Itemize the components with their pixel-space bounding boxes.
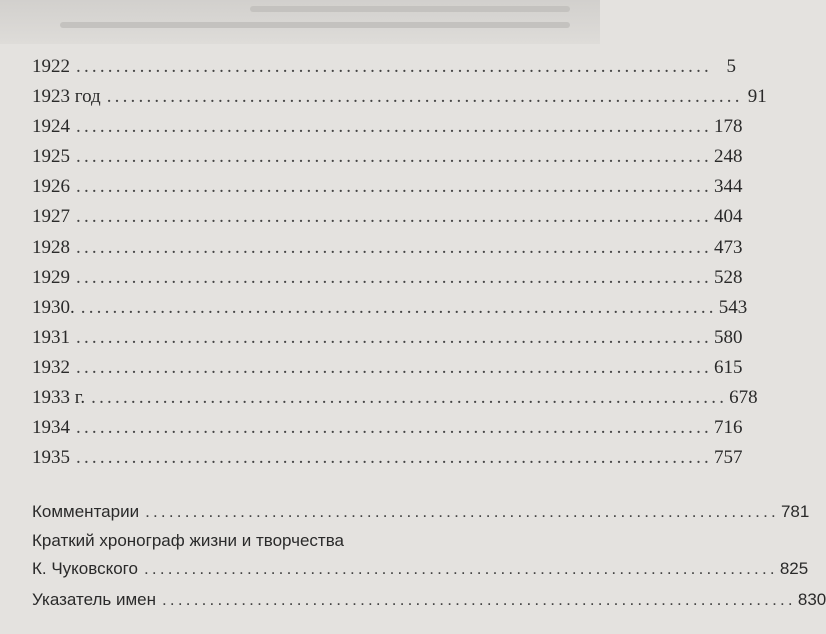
toc-entry-label: 1922: [32, 56, 70, 77]
year-entries: [32, 52, 767, 473]
toc-entry-label: 1935: [32, 447, 70, 469]
toc-entry-index[interactable]: [32, 585, 826, 616]
toc-entry-page: 716: [714, 417, 743, 439]
toc-entry-label: 1923 год: [32, 86, 101, 108]
toc-entry-page: 5: [726, 56, 736, 77]
toc-entry-label: Комментарии: [32, 502, 140, 522]
toc-entry-label: 1925: [32, 146, 70, 168]
toc-entry-page: 781: [780, 502, 810, 522]
dot-leader: ................................................................................: [80, 296, 717, 318]
dot-leader: ................................................................................: [76, 326, 712, 348]
toc-entry-label: 1931: [32, 326, 70, 348]
toc-entry-page: 344: [714, 176, 743, 198]
toc-entry-label: 1932: [32, 356, 70, 378]
toc-entry-page: 615: [714, 356, 743, 378]
toc-entry[interactable]: [32, 353, 743, 383]
toc-entry-page: 678: [729, 387, 758, 409]
toc-entry-page: 825: [779, 559, 809, 579]
table-of-contents: [32, 52, 826, 616]
dot-leader: ................................................................................: [76, 56, 712, 77]
dot-leader: ................................................................................: [162, 590, 796, 610]
dot-leader: ................................................................................: [143, 559, 778, 579]
toc-entry-page: 404: [714, 206, 743, 228]
toc-entry-comments[interactable]: [32, 497, 810, 528]
dot-leader: ................................................................................: [76, 206, 712, 228]
toc-entry-page: 473: [714, 236, 743, 258]
toc-entry[interactable]: [32, 233, 743, 263]
toc-entry-label: 1930.: [32, 296, 75, 318]
dot-leader: ................................................................................: [91, 387, 728, 409]
toc-entry[interactable]: [32, 323, 743, 353]
dot-leader: ................................................................................: [76, 266, 712, 288]
toc-entry-label: 1928: [32, 236, 70, 258]
toc-entry[interactable]: [32, 172, 743, 202]
dot-leader: ................................................................................: [76, 417, 712, 439]
toc-entry-label: 1933 г.: [32, 387, 86, 409]
toc-entry-page: 757: [714, 447, 743, 469]
toc-entry-label: 1929: [32, 266, 70, 288]
section-gap: [32, 473, 580, 497]
toc-entry-page: 178: [714, 116, 743, 138]
toc-entry-label: 1934: [32, 417, 70, 439]
dot-leader: ................................................................................: [76, 176, 712, 198]
toc-entry[interactable]: [32, 263, 743, 293]
bleed-text-line: [60, 22, 570, 28]
dot-leader: ................................................................................: [145, 502, 779, 522]
dot-leader: ................................................................................: [106, 86, 743, 108]
toc-entry[interactable]: [32, 82, 767, 112]
toc-entry[interactable]: [32, 202, 743, 232]
dot-leader: ................................................................................: [76, 146, 712, 168]
previous-page-bleed: [0, 0, 600, 44]
dot-leader: ................................................................................: [76, 447, 712, 469]
dot-leader: ................................................................................: [76, 116, 712, 138]
toc-entry-label: К. Чуковского: [32, 559, 138, 579]
toc-entry[interactable]: [32, 293, 748, 323]
toc-entry-label: Указатель имен: [32, 590, 156, 610]
toc-entry-page: 543: [718, 296, 748, 318]
toc-entry-page: 830: [797, 590, 826, 610]
toc-entry-label: 1927: [32, 206, 70, 228]
toc-entry[interactable]: [32, 413, 743, 443]
toc-entry[interactable]: [32, 443, 743, 473]
toc-entry-page: 580: [714, 326, 743, 348]
toc-entry-chronograph[interactable]: [32, 554, 809, 585]
toc-entry[interactable]: [32, 112, 743, 142]
toc-entry-page: 91: [747, 86, 767, 108]
toc-entry[interactable]: [32, 383, 758, 413]
toc-entry-label: 1926: [32, 176, 70, 198]
toc-entry-page: 248: [714, 146, 743, 168]
toc-entry[interactable]: [32, 142, 743, 172]
toc-entry-label: 1924: [32, 116, 70, 138]
toc-entry[interactable]: [32, 52, 736, 82]
bleed-text-line: [250, 6, 570, 12]
dot-leader: ................................................................................: [76, 356, 712, 378]
dot-leader: ................................................................................: [76, 236, 712, 258]
toc-entry-page: 528: [714, 266, 743, 288]
toc-entry-chronograph-line1[interactable]: Краткий хронограф жизни и творчества: [32, 531, 344, 551]
